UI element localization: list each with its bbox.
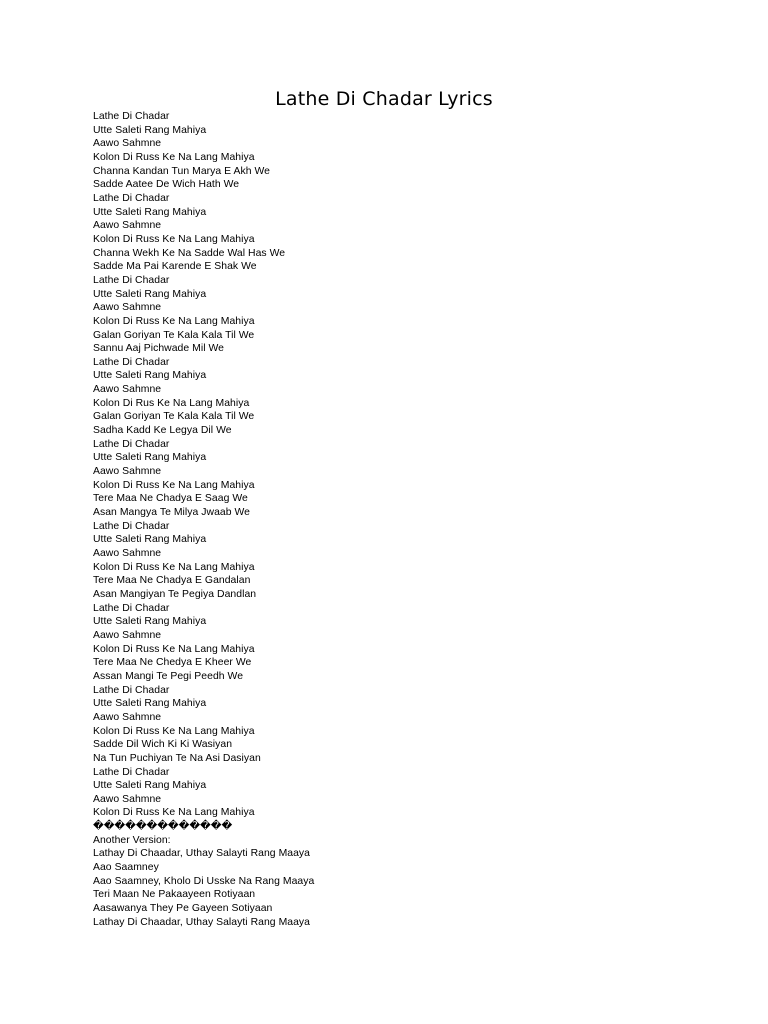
lyric-line: Kolon Di Russ Ke Na Lang Mahiya [93,315,255,327]
lyric-line: Channa Kandan Tun Marya E Akh We [93,165,271,177]
lyric-line: Lathe Di Chadar [93,356,170,368]
lyric-line: Lathe Di Chadar [93,192,170,204]
lyric-line: Na Tun Puchiyan Te Na Asi Dasiyan [93,752,261,764]
lyric-line: Kolon Di Rus Ke Na Lang Mahiya [93,397,250,409]
lyric-line: Aawo Sahmne [93,711,162,723]
lyric-line: Teri Maan Ne Pakaayeen Rotiyaan [93,889,256,901]
lyric-line: Utte Saleti Rang Mahiya [93,616,207,628]
lyric-line: Lathe Di Chadar [93,438,170,450]
lyric-line: Asan Mangiyan Te Pegiya Dandlan [93,588,257,600]
lyric-line: Kolon Di Russ Ke Na Lang Mahiya [93,643,255,655]
lyric-line: Tere Maa Ne Chadya E Gandalan [93,575,251,587]
lyric-line: Sadha Kadd Ke Legya Dil We [93,425,232,437]
lyric-line: Kolon Di Russ Ke Na Lang Mahiya [93,479,255,491]
lyric-line: Asan Mangya Te Milya Jwaab We [93,507,250,519]
lyric-line: Lathe Di Chadar [93,684,170,696]
lyric-line: Aawo Sahmne [93,302,162,314]
lyric-line: Utte Saleti Rang Mahiya [93,780,207,792]
lyric-line: ������������� [93,821,233,833]
lyric-line: Aawo Sahmne [93,548,162,559]
lyric-line: Utte Saleti Rang Mahiya [93,452,207,464]
lyric-line: Another Version: [93,834,171,846]
lyric-line: Lathe Di Chadar [93,766,170,778]
lyric-line: Utte Saleti Rang Mahiya [93,288,207,300]
lyric-line: Kolon Di Russ Ke Na Lang Mahiya [93,151,255,163]
lyric-line: Aawo Sahmne [93,384,162,396]
lyric-line: Aawo Sahmne [93,466,162,478]
lyric-line: Sannu Aaj Pichwade Mil We [93,343,225,355]
lyric-line: Tere Maa Ne Chedya E Kheer We [93,657,252,669]
lyric-line: Sadde Aatee De Wich Hath We [93,179,240,191]
lyric-line: Utte Saleti Rang Mahiya [93,534,207,546]
lyric-line: Tere Maa Ne Chadya E Saag We [93,493,248,505]
lyric-line: Kolon Di Russ Ke Na Lang Mahiya [93,561,255,573]
lyric-line: Lathe Di Chadar [93,111,170,122]
lyric-line: Aawo Sahmne [93,220,162,232]
lyric-line: Aawo Sahmne [93,629,162,641]
lyric-line: Kolon Di Russ Ke Na Lang Mahiya [93,807,255,819]
lyric-line: Aawo Sahmne [93,138,162,150]
lyric-line: Galan Goriyan Te Kala Kala Til We [93,329,255,341]
lyric-line: Galan Goriyan Te Kala Kala Til We [93,411,255,423]
lyric-line: Channa Wekh Ke Na Sadde Wal Has We [93,247,286,259]
lyric-line: Utte Saleti Rang Mahiya [93,206,207,218]
lyric-line: Utte Saleti Rang Mahiya [93,698,207,710]
lyrics-list [93,110,693,929]
lyric-line: Aasawanya They Pe Gayeen Sotiyaan [93,903,273,915]
lyric-line: Aawo Sahmne [93,793,162,805]
lyric-line: Sadde Dil Wich Ki Ki Wasiyan [93,739,233,751]
lyric-line: Aao Saamney [93,862,159,874]
lyric-line: Lathe Di Chadar [93,520,170,532]
lyric-line: Lathay Di Chaadar, Uthay Salayti Rang Maaya [93,848,311,860]
lyric-line: Kolon Di Russ Ke Na Lang Mahiya [93,233,255,245]
lyric-line: Utte Saleti Rang Mahiya [93,370,207,382]
lyric-line: Lathe Di Chadar [93,602,170,614]
lyric-line: Sadde Ma Pai Karende E Shak We [93,261,257,273]
lyric-line: Aao Saamney, Kholo Di Usske Na Rang Maaya [93,875,315,887]
lyric-line: Lathay Di Chaadar, Uthay Salayti Rang Maaya [93,916,311,928]
lyric-line: Assan Mangi Te Pegi Peedh We [93,670,244,682]
lyric-line: Utte Saleti Rang Mahiya [93,124,207,136]
lyric-line: Lathe Di Chadar [93,274,170,286]
lyric-line: Kolon Di Russ Ke Na Lang Mahiya [93,725,255,737]
document-title: Lathe Di Chadar Lyrics [275,88,493,110]
